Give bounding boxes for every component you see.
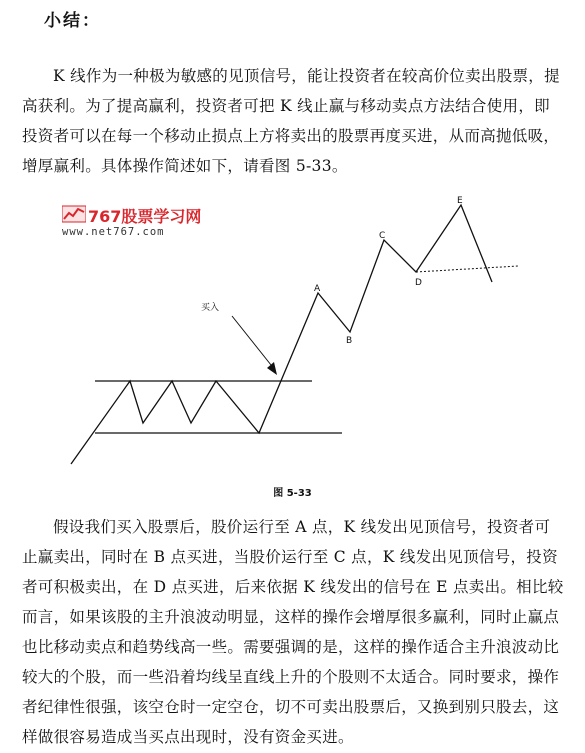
text-line: 较大的个股，而一些沿着均线呈直线上升的个股则不太适合。同时要求，操作 <box>22 668 560 686</box>
intro-paragraph <box>22 61 570 181</box>
chart-figure <box>40 192 560 482</box>
stop-line <box>416 266 518 272</box>
text-line: 而言，如果该股的主升浪波动明显，这样的操作会增厚很多赢利，同时止赢点 <box>22 608 560 626</box>
figure-caption: 图 5-33 <box>273 488 312 499</box>
point-label-a: A <box>314 284 321 294</box>
point-label-c: C <box>379 231 386 241</box>
buy-arrow-head <box>267 362 277 375</box>
text-line: 者可积极卖出，在 D 点买进，后来依据 K 线发出的信号在 E 点卖出。相比较 <box>22 578 564 596</box>
section-heading: 小结： <box>44 11 101 31</box>
point-label-e: E <box>457 196 463 206</box>
buy-arrow <box>232 316 275 370</box>
text-line: K 线作为一种极为敏感的见顶信号，能让投资者在较高价位卖出股票，提 <box>53 67 560 85</box>
text-line: 样做很容易造成当买点出现时，没有资金买进。 <box>22 728 354 746</box>
buy-label: 买入 <box>201 303 220 313</box>
text-line: 止赢卖出，同时在 B 点买进，当股价运行至 C 点，K 线发出见顶信号，投资 <box>22 548 558 566</box>
text-line: 高获利。为了提高赢利，投资者可把 K 线止赢与移动卖点方法结合使用，即 <box>22 97 550 115</box>
text-line: 者纪律性很强，该空仓时一定空仓，切不可卖出股票后，又换到别只股去，这 <box>22 698 560 716</box>
logo-url: www.net767.com <box>62 226 165 238</box>
price-path <box>71 205 492 464</box>
explanation-paragraph <box>22 512 570 752</box>
text-line: 也比移动卖点和趋势线高一些。需要强调的是，这样的操作适合主升浪波动比 <box>22 638 560 656</box>
text-line: 增厚赢利。具体操作简述如下，请看图 5-33。 <box>22 157 348 175</box>
text-line: 假设我们买入股票后，股价运行至 A 点，K 线发出见顶信号，投资者可 <box>53 518 551 536</box>
logo-title: 767股票学习网 <box>88 207 202 226</box>
point-label-d: D <box>415 278 422 288</box>
point-label-b: B <box>346 336 353 346</box>
text-line: 投资者可以在每一个移动止损点上方将卖出的股票再度买进，从而高抛低吸， <box>22 127 560 145</box>
